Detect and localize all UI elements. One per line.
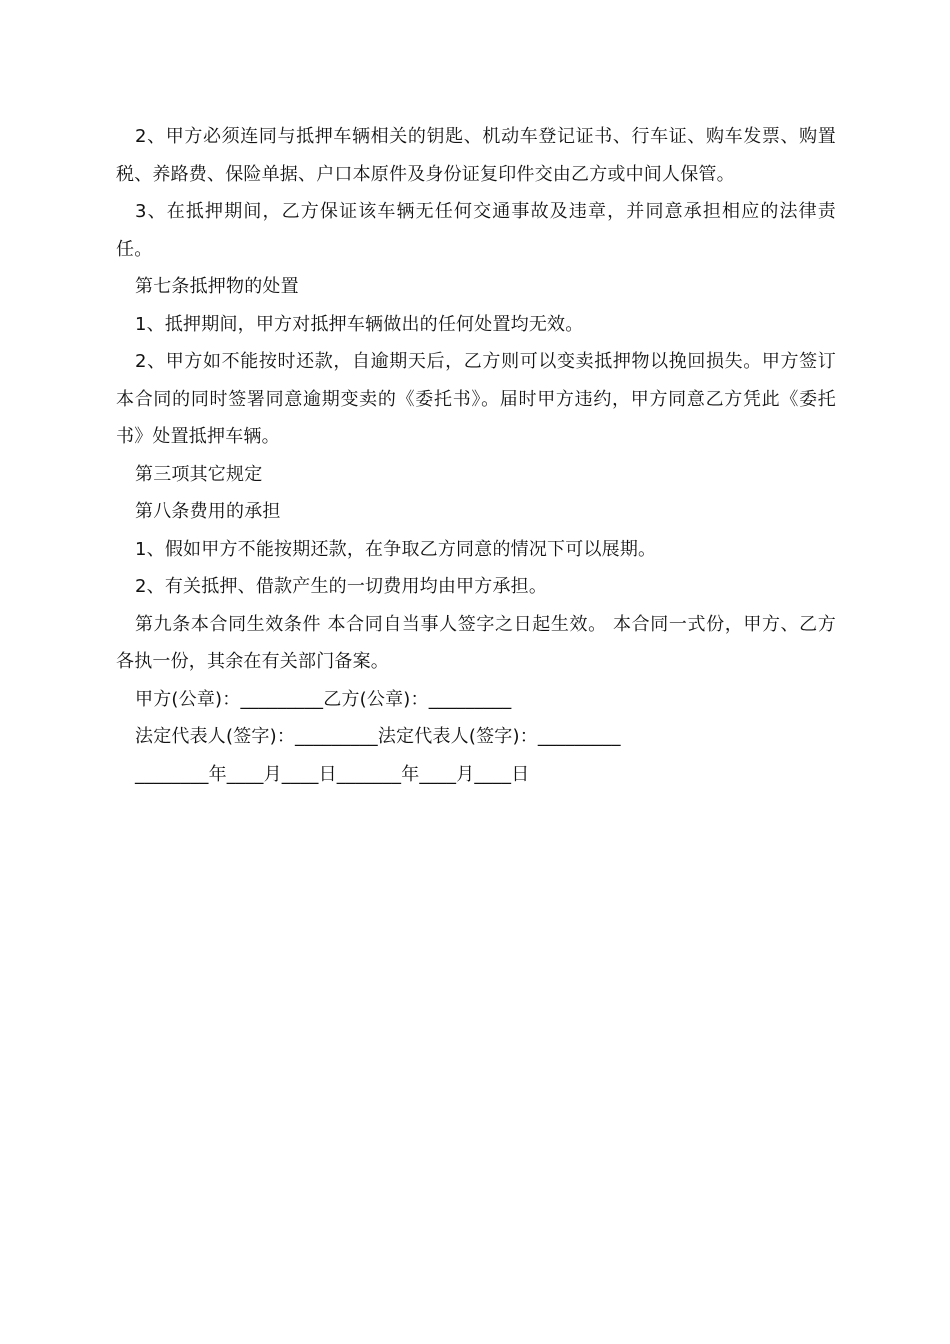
- signature-line-seal: 甲方(公章)：_________乙方(公章)：_________: [135, 688, 512, 710]
- clause-paragraph: 2、甲方必须连同与抵押车辆相关的钥匙、机动车登记证书、行车证、购车发票、购置税、养路费、保险单据、户口本原件及身份证复印件交由乙方或中间人保管。: [116, 126, 836, 185]
- clause-paragraph: 1、假如甲方不能按期还款，在争取乙方同意的情况下可以展期。: [135, 538, 657, 560]
- document-body: [116, 118, 836, 793]
- clause-paragraph: 3、在抵押期间，乙方保证该车辆无任何交通事故及违章，并同意承担相应的法律责任。: [116, 201, 836, 260]
- section-heading: 第八条费用的承担: [135, 501, 281, 522]
- signature-line-representative: 法定代表人(签字)：_________法定代表人(签字)：_________: [135, 726, 621, 747]
- clause-paragraph: 2、甲方如不能按时还款，自逾期天后，乙方则可以变卖抵押物以挽回损失。甲方签订本合同的同时签署同意逾期变卖的《委托书》。届时甲方违约，甲方同意乙方凭此《委托书》处置抵押车辆。: [116, 351, 836, 447]
- clause-paragraph: 第九条本合同生效条件 本合同自当事人签字之日起生效。 本合同一式份，甲方、乙方各执一份，其余在有关部门备案。: [116, 613, 836, 672]
- clause-paragraph: 1、抵押期间，甲方对抵押车辆做出的任何处置均无效。: [135, 313, 584, 335]
- signature-line-date: ________年____月____日_______年____月____日: [135, 763, 530, 785]
- section-heading: 第七条抵押物的处置: [135, 276, 299, 297]
- clause-paragraph: 2、有关抵押、借款产生的一切费用均由甲方承担。: [135, 576, 548, 597]
- section-heading: 第三项其它规定: [135, 463, 263, 485]
